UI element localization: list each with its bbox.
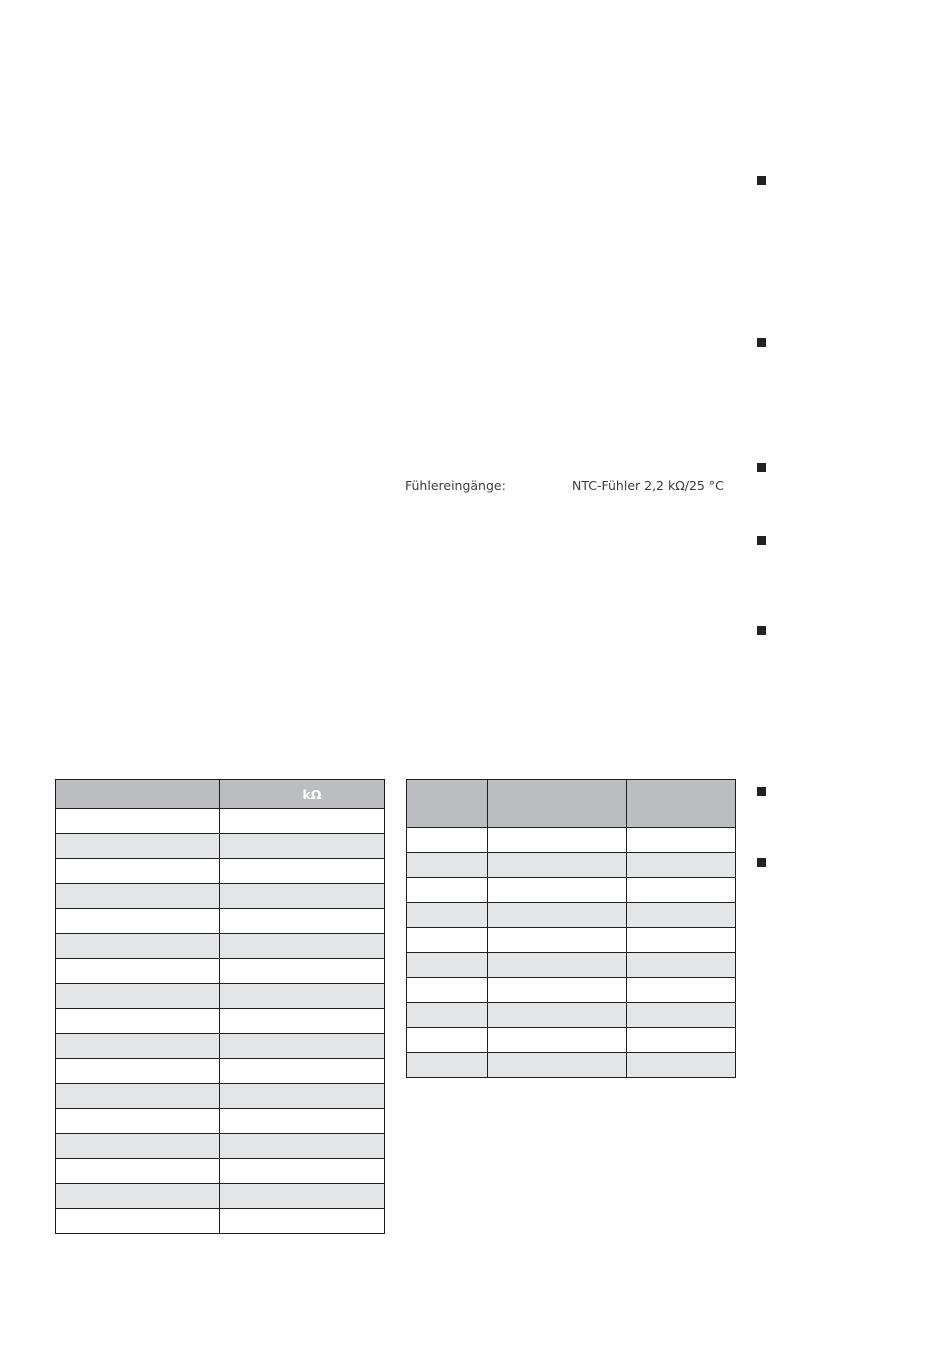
- table-cell: [407, 978, 488, 1003]
- table-row: [407, 978, 736, 1003]
- table-cell: [488, 928, 627, 953]
- table-cell: [56, 809, 220, 834]
- table-cell: [407, 1028, 488, 1053]
- table-cell: [627, 1028, 736, 1053]
- table-cell: [56, 1109, 220, 1134]
- table-cell: [627, 828, 736, 853]
- table-cell: [56, 1084, 220, 1109]
- table-row: [407, 853, 736, 878]
- table-cell: [407, 928, 488, 953]
- table-cell: [488, 953, 627, 978]
- spec-value: NTC-Fühler 2,2 kΩ/25 °C: [572, 478, 724, 493]
- table-cell: [220, 1034, 385, 1059]
- table-cell: [488, 903, 627, 928]
- table-row: [56, 909, 385, 934]
- table-cell: [56, 1034, 220, 1059]
- column-header: [56, 780, 220, 809]
- square-bullet-icon: [757, 176, 766, 185]
- table-cell: [56, 934, 220, 959]
- table-cell: [220, 909, 385, 934]
- table-cell: [488, 1028, 627, 1053]
- table-cell: [488, 878, 627, 903]
- table-cell: [220, 984, 385, 1009]
- sensor-input-spec: [405, 478, 735, 496]
- table-cell: [488, 853, 627, 878]
- table-cell: [220, 834, 385, 859]
- table-cell: [220, 1009, 385, 1034]
- spec-label: Fühlereingänge:: [405, 478, 506, 493]
- table-row: [56, 834, 385, 859]
- table-cell: [407, 878, 488, 903]
- table-row: [56, 884, 385, 909]
- table-cell: [220, 1159, 385, 1184]
- table-row: [56, 1059, 385, 1084]
- table-cell: [220, 1059, 385, 1084]
- table-cell: [56, 959, 220, 984]
- table-cell: [56, 984, 220, 1009]
- column-header: [407, 780, 488, 828]
- column-header: [627, 780, 736, 828]
- table-row: [56, 1009, 385, 1034]
- square-bullet-icon: [757, 787, 766, 796]
- table-cell: [627, 953, 736, 978]
- table-row: [407, 828, 736, 853]
- table-row: [407, 903, 736, 928]
- table-row: [56, 859, 385, 884]
- table-row: [407, 928, 736, 953]
- table-cell: [220, 1134, 385, 1159]
- table-cell: [220, 959, 385, 984]
- table-row: [56, 1034, 385, 1059]
- table-cell: [627, 853, 736, 878]
- table-cell: [220, 859, 385, 884]
- second-data-table: [406, 779, 736, 1078]
- table-row: [56, 809, 385, 834]
- table-cell: [56, 1059, 220, 1084]
- table-cell: [56, 1134, 220, 1159]
- table-cell: [407, 1053, 488, 1078]
- table-cell: [407, 828, 488, 853]
- square-bullet-icon: [757, 463, 766, 472]
- square-bullet-icon: [757, 858, 766, 867]
- table-cell: [56, 884, 220, 909]
- table-cell: [56, 859, 220, 884]
- table-cell: [220, 884, 385, 909]
- table-row: [56, 984, 385, 1009]
- table-cell: [220, 934, 385, 959]
- table-cell: [407, 853, 488, 878]
- table-cell: [56, 1159, 220, 1184]
- table-cell: [220, 1209, 385, 1234]
- table-row: [56, 959, 385, 984]
- ntc-resistance-table: [55, 779, 385, 1234]
- square-bullet-icon: [757, 536, 766, 545]
- column-header-unit: kΩ: [220, 780, 385, 809]
- table-row: [407, 878, 736, 903]
- table-header-row: [407, 780, 736, 828]
- table-row: [56, 934, 385, 959]
- table-row: [56, 1134, 385, 1159]
- table-cell: [488, 1053, 627, 1078]
- table-row: [56, 1084, 385, 1109]
- table-row: [407, 1028, 736, 1053]
- table-cell: [627, 1053, 736, 1078]
- table-cell: [488, 1003, 627, 1028]
- table-cell: [488, 978, 627, 1003]
- table-cell: [407, 953, 488, 978]
- table-cell: [407, 903, 488, 928]
- table-cell: [56, 834, 220, 859]
- table-cell: [220, 1109, 385, 1134]
- table-cell: [56, 1009, 220, 1034]
- table-cell: [220, 809, 385, 834]
- table-row: [407, 1003, 736, 1028]
- table-cell: [407, 1003, 488, 1028]
- table-row: [56, 1209, 385, 1234]
- table-row: [407, 953, 736, 978]
- table-cell: [627, 1003, 736, 1028]
- table-row: [407, 1053, 736, 1078]
- table-cell: [488, 828, 627, 853]
- table-cell: [56, 1209, 220, 1234]
- table-cell: [56, 1184, 220, 1209]
- table-row: [56, 1109, 385, 1134]
- table-cell: [220, 1084, 385, 1109]
- column-header: [488, 780, 627, 828]
- table-header-row: [56, 780, 385, 809]
- table-cell: [627, 978, 736, 1003]
- table-row: [56, 1159, 385, 1184]
- table-cell: [627, 903, 736, 928]
- table-cell: [220, 1184, 385, 1209]
- table-row: [56, 1184, 385, 1209]
- table-cell: [56, 909, 220, 934]
- square-bullet-icon: [757, 338, 766, 347]
- table-cell: [627, 878, 736, 903]
- square-bullet-icon: [757, 626, 766, 635]
- table-cell: [627, 928, 736, 953]
